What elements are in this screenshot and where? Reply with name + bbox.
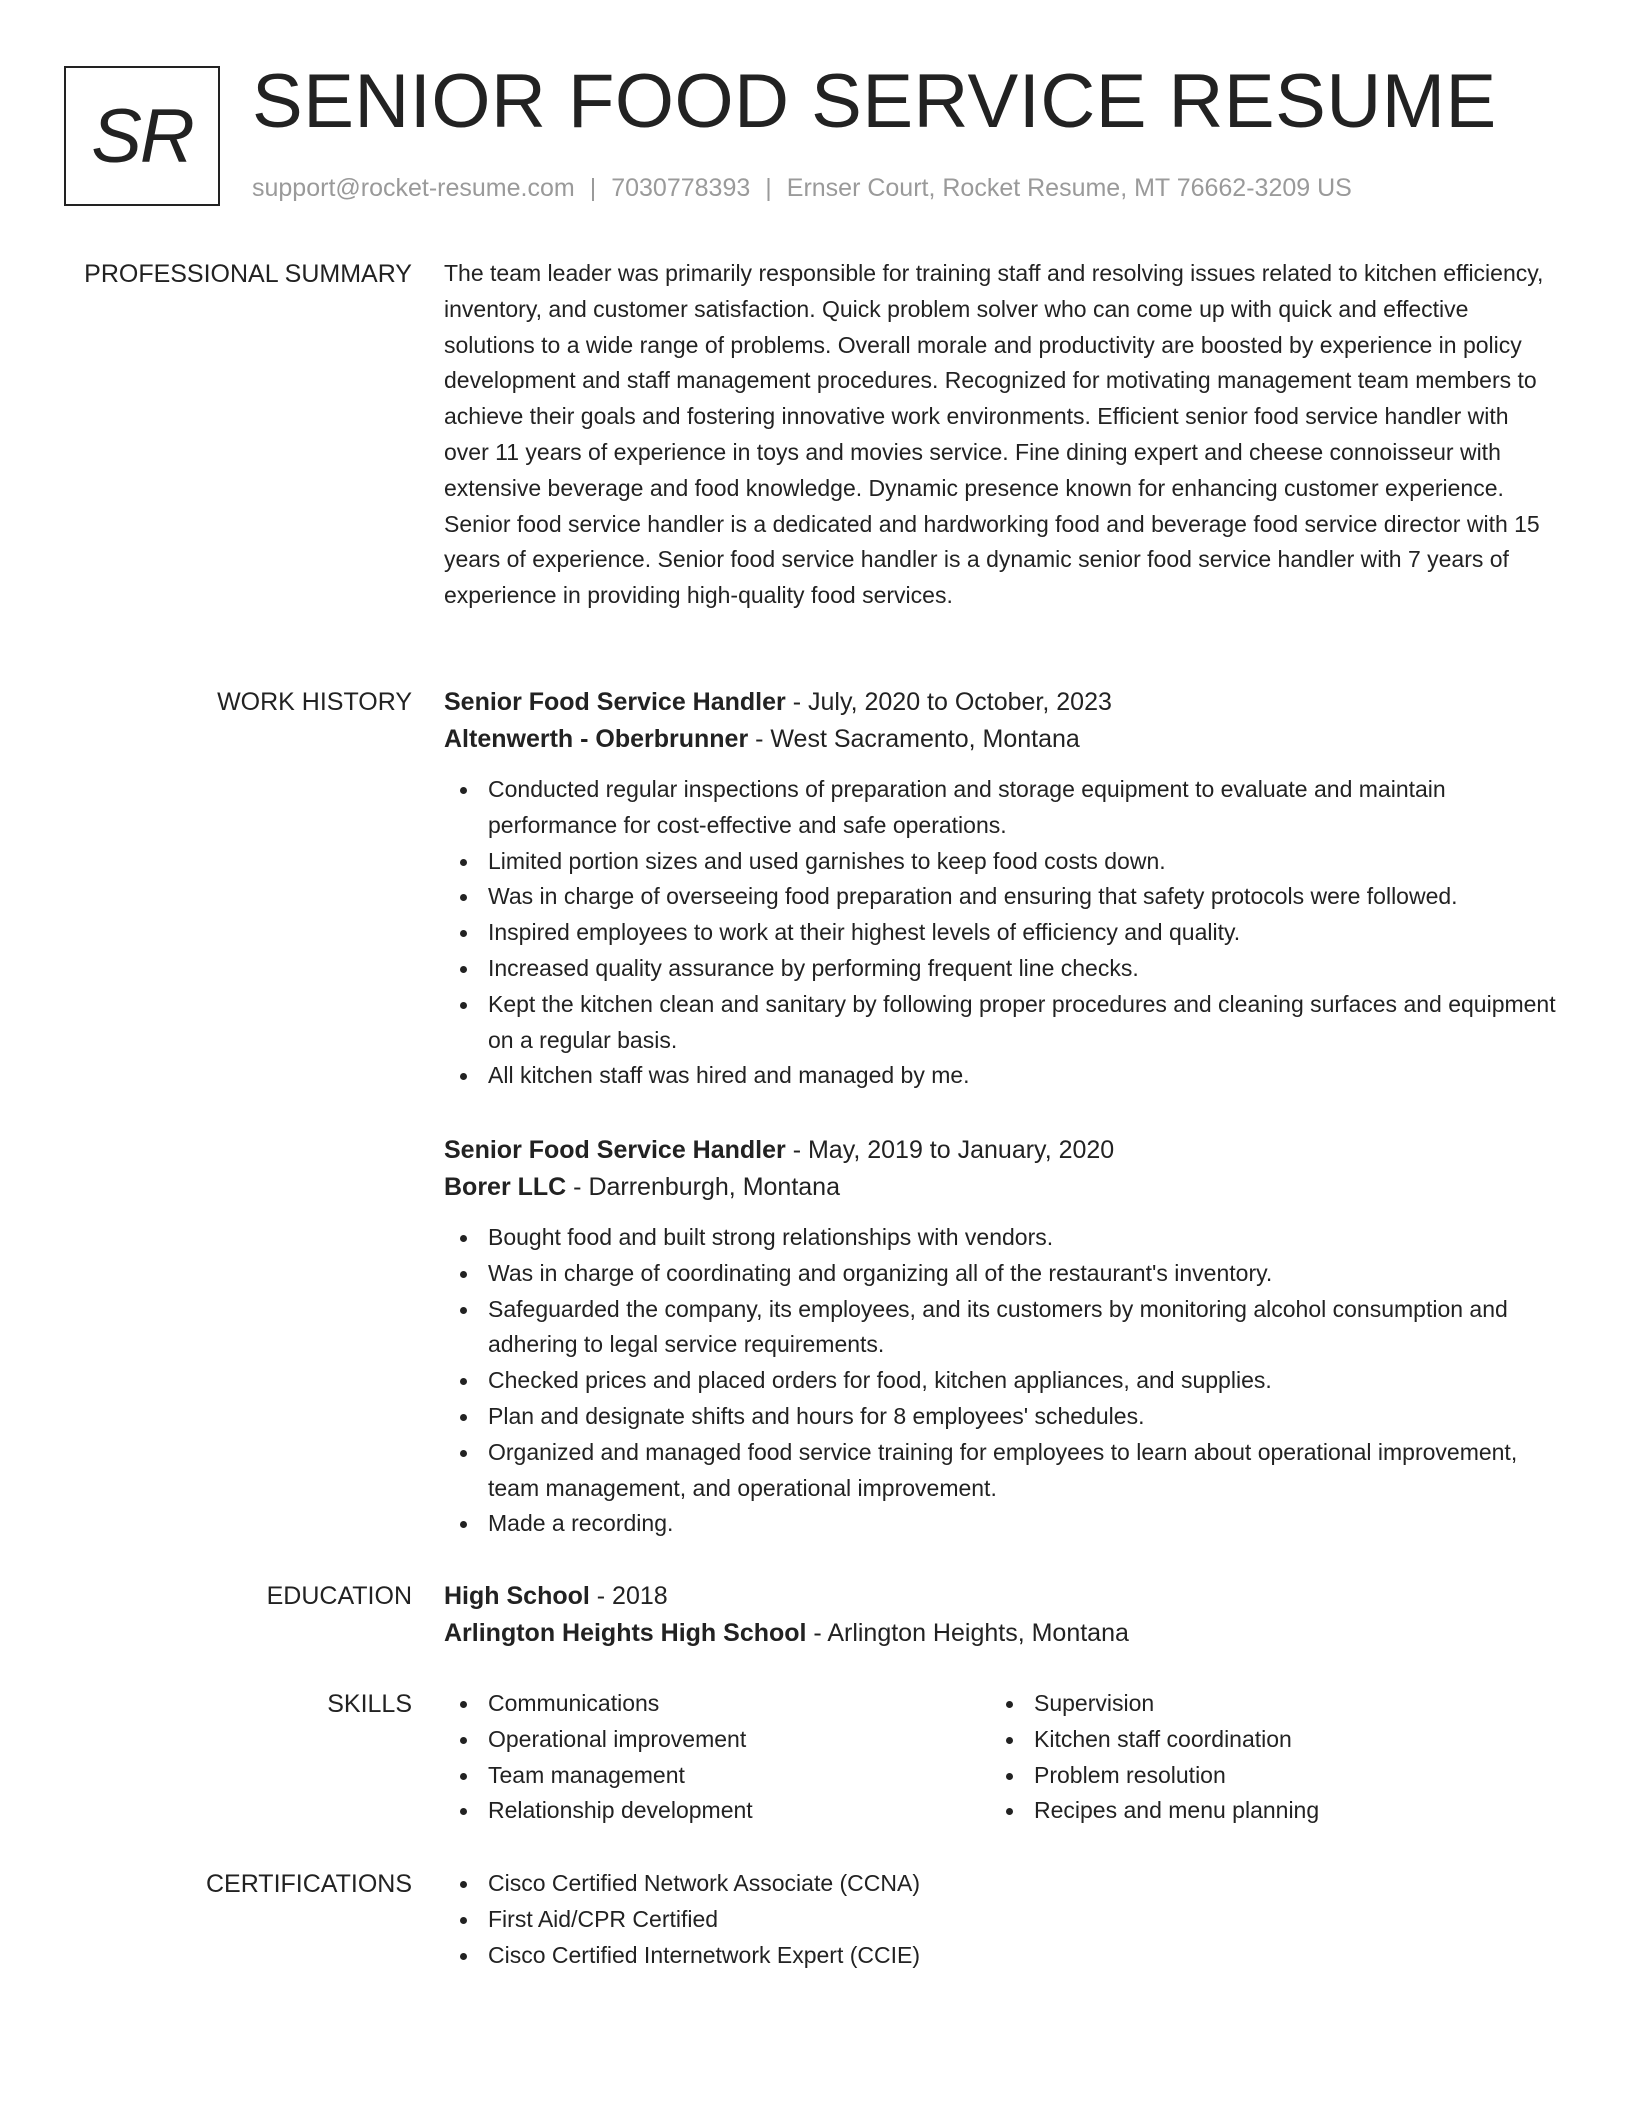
education-school-line <box>444 1615 1556 1652</box>
skills-column-2 <box>990 1686 1536 1829</box>
education-degree: High School <box>444 1582 590 1610</box>
summary-content <box>444 256 1556 614</box>
list-item: First Aid/CPR Certified <box>444 1902 1556 1938</box>
list-item: Recipes and menu planning <box>990 1793 1536 1829</box>
list-item: Team management <box>444 1758 990 1794</box>
contact-separator: | <box>765 174 772 202</box>
job-bullets <box>444 772 1556 1094</box>
job-bullets <box>444 1220 1556 1542</box>
education-year: - 2018 <box>589 1582 668 1610</box>
list-item: Organized and managed food service training for employees to learn about operational improvement, team management, and operational improvement. <box>444 1435 1556 1507</box>
list-item: Plan and designate shifts and hours for 8 employees' schedules. <box>444 1399 1556 1435</box>
list-item: Cisco Certified Internetwork Expert (CCIE) <box>444 1938 1556 1974</box>
job-title: Senior Food Service Handler <box>444 1136 786 1164</box>
job-company: Altenwerth - Oberbrunner <box>444 725 749 753</box>
job-title-line <box>444 1132 1556 1169</box>
list-item: All kitchen staff was hired and managed by me. <box>444 1058 1556 1094</box>
list-item: Cisco Certified Network Associate (CCNA) <box>444 1866 1556 1902</box>
job-company-line <box>444 721 1556 758</box>
list-item: Checked prices and placed orders for food, kitchen appliances, and supplies. <box>444 1363 1556 1399</box>
summary-text: The team leader was primarily responsible for training staff and resolving issues related to kitchen efficiency, inventory, and customer satisfaction. Quick problem solver who can come up with quick and effective solutions to a wide range of problems. Overall morale and productivity are boosted by experience in policy development and staff management procedures. Recognized for motivating management team members to achieve their goals and fostering innovative work environments. Efficient senior food service handler with over 11 years of experience in toys and movies service. Fine dining expert and cheese connoisseur with extensive beverage and food knowledge. Dynamic presence known for enhancing customer experience. Senior food service handler is a dedicated and hardworking food and beverage food service director with 15 years of experience. Senior food service handler is a dynamic senior food service handler with 7 years of experience in providing high-quality food services. <box>444 260 1544 609</box>
job-entry <box>444 684 1556 1094</box>
monogram-initials: SR <box>91 93 193 179</box>
job-location: - West Sacramento, Montana <box>748 725 1080 753</box>
skills-content <box>444 1686 1556 1829</box>
list-item: Was in charge of coordinating and organizing all of the restaurant's inventory. <box>444 1256 1556 1292</box>
list-item: Was in charge of overseeing food preparation and ensuring that safety protocols were followed. <box>444 879 1556 915</box>
education-content <box>444 1578 1556 1652</box>
list-item: Made a recording. <box>444 1506 1556 1542</box>
section-label-summary: PROFESSIONAL SUMMARY <box>84 260 412 288</box>
section-label-work: WORK HISTORY <box>217 688 412 716</box>
education-school: Arlington Heights High School <box>444 1619 807 1647</box>
work-content-2 <box>444 1132 1556 1542</box>
list-item: Conducted regular inspections of preparation and storage equipment to evaluate and maintain performance for cost-effective and safe operations. <box>444 772 1556 844</box>
section-label-certifications: CERTIFICATIONS <box>205 1870 412 1898</box>
list-item: Supervision <box>990 1686 1536 1722</box>
job-title-line <box>444 684 1556 721</box>
list-item: Relationship development <box>444 1793 990 1829</box>
list-item: Kept the kitchen clean and sanitary by following proper procedures and cleaning surfaces and equipment on a regular basis. <box>444 987 1556 1059</box>
contact-address: Ernser Court, Rocket Resume, MT 76662-3209 US <box>786 174 1352 202</box>
contact-line <box>252 174 1352 203</box>
job-entry <box>444 1132 1556 1542</box>
job-company-line <box>444 1169 1556 1206</box>
resume-title: SENIOR FOOD SERVICE RESUME <box>252 59 1497 144</box>
job-location: - Darrenburgh, Montana <box>566 1173 840 1201</box>
skills-column-1 <box>444 1686 990 1829</box>
certifications-list <box>444 1866 1556 1973</box>
work-content <box>444 684 1556 1094</box>
list-item: Communications <box>444 1686 990 1722</box>
list-item: Safeguarded the company, its employees, and its customers by monitoring alcohol consumption and adhering to legal service requirements. <box>444 1292 1556 1364</box>
certifications-content <box>444 1866 1556 1973</box>
monogram-box <box>64 66 220 206</box>
education-location: - Arlington Heights, Montana <box>806 1619 1129 1647</box>
contact-phone: 7030778393 <box>611 174 751 202</box>
list-item: Limited portion sizes and used garnishes to keep food costs down. <box>444 844 1556 880</box>
job-dates: - May, 2019 to January, 2020 <box>785 1136 1115 1164</box>
job-company: Borer LLC <box>444 1173 567 1201</box>
list-item: Inspired employees to work at their highest levels of efficiency and quality. <box>444 915 1556 951</box>
section-label-skills: SKILLS <box>327 1690 412 1718</box>
list-item: Kitchen staff coordination <box>990 1722 1536 1758</box>
section-label-education: EDUCATION <box>266 1582 412 1610</box>
job-dates: - July, 2020 to October, 2023 <box>785 688 1112 716</box>
list-item: Problem resolution <box>990 1758 1536 1794</box>
list-item: Operational improvement <box>444 1722 990 1758</box>
list-item: Increased quality assurance by performing frequent line checks. <box>444 951 1556 987</box>
list-item: Bought food and built strong relationships with vendors. <box>444 1220 1556 1256</box>
education-degree-line <box>444 1578 1556 1615</box>
job-title: Senior Food Service Handler <box>444 688 786 716</box>
contact-separator: | <box>589 174 597 202</box>
contact-email: support@rocket-resume.com <box>252 174 575 202</box>
